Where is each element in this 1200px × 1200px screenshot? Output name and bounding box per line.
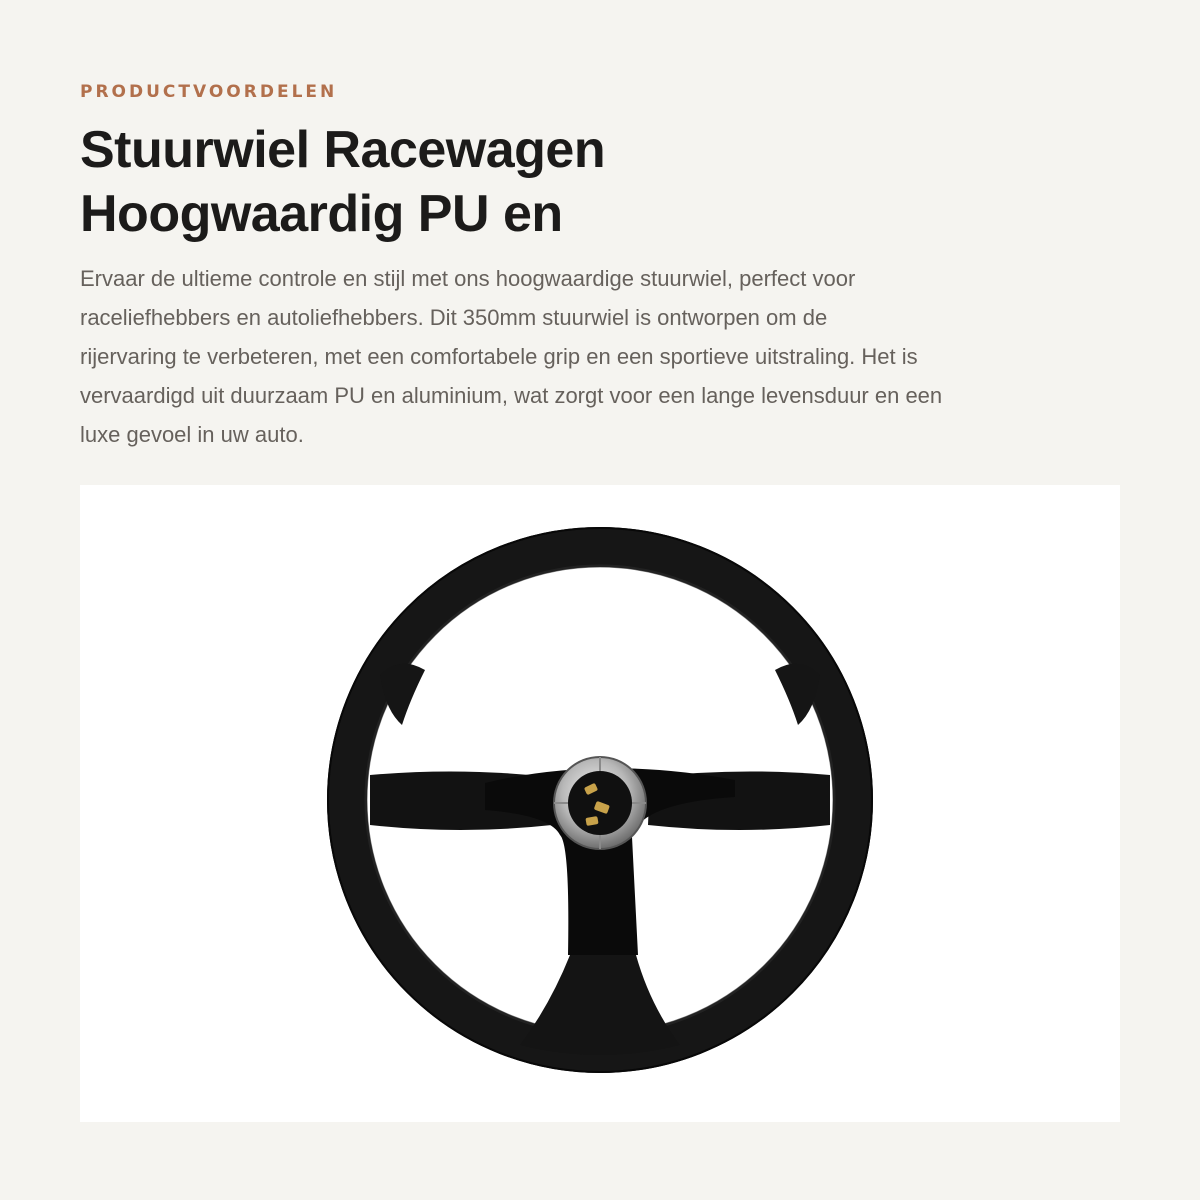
description-line: Ervaar de ultieme controle en stijl met ons hoogwaardige stuurwiel, perfect voor <box>80 266 856 291</box>
page-title <box>80 118 880 246</box>
title-line: Hoogwaardig PU en <box>80 185 563 243</box>
product-description <box>80 259 1120 454</box>
right-thumb-grip <box>775 664 820 725</box>
description-line: raceliefhebbers en autoliefhebbers. Dit 350mm stuurwiel is ontworpen om de <box>80 305 828 330</box>
description-line: vervaardigd uit duurzaam PU en aluminium, wat zorgt voor een lange levensduur en een <box>80 383 943 408</box>
title-line: Stuurwiel Racewagen <box>80 121 606 179</box>
description-line: luxe gevoel in uw auto. <box>80 422 304 447</box>
steering-wheel-image <box>80 485 1120 1122</box>
left-thumb-grip <box>380 664 425 725</box>
description-line: rijervaring te verbeteren, met een comfortabele grip en een sportieve uitstraling. Het is <box>80 344 918 369</box>
product-image <box>80 485 1120 1122</box>
section-eyebrow: PRODUCTVOORDELEN <box>80 82 338 102</box>
bottom-spoke <box>520 955 680 1055</box>
